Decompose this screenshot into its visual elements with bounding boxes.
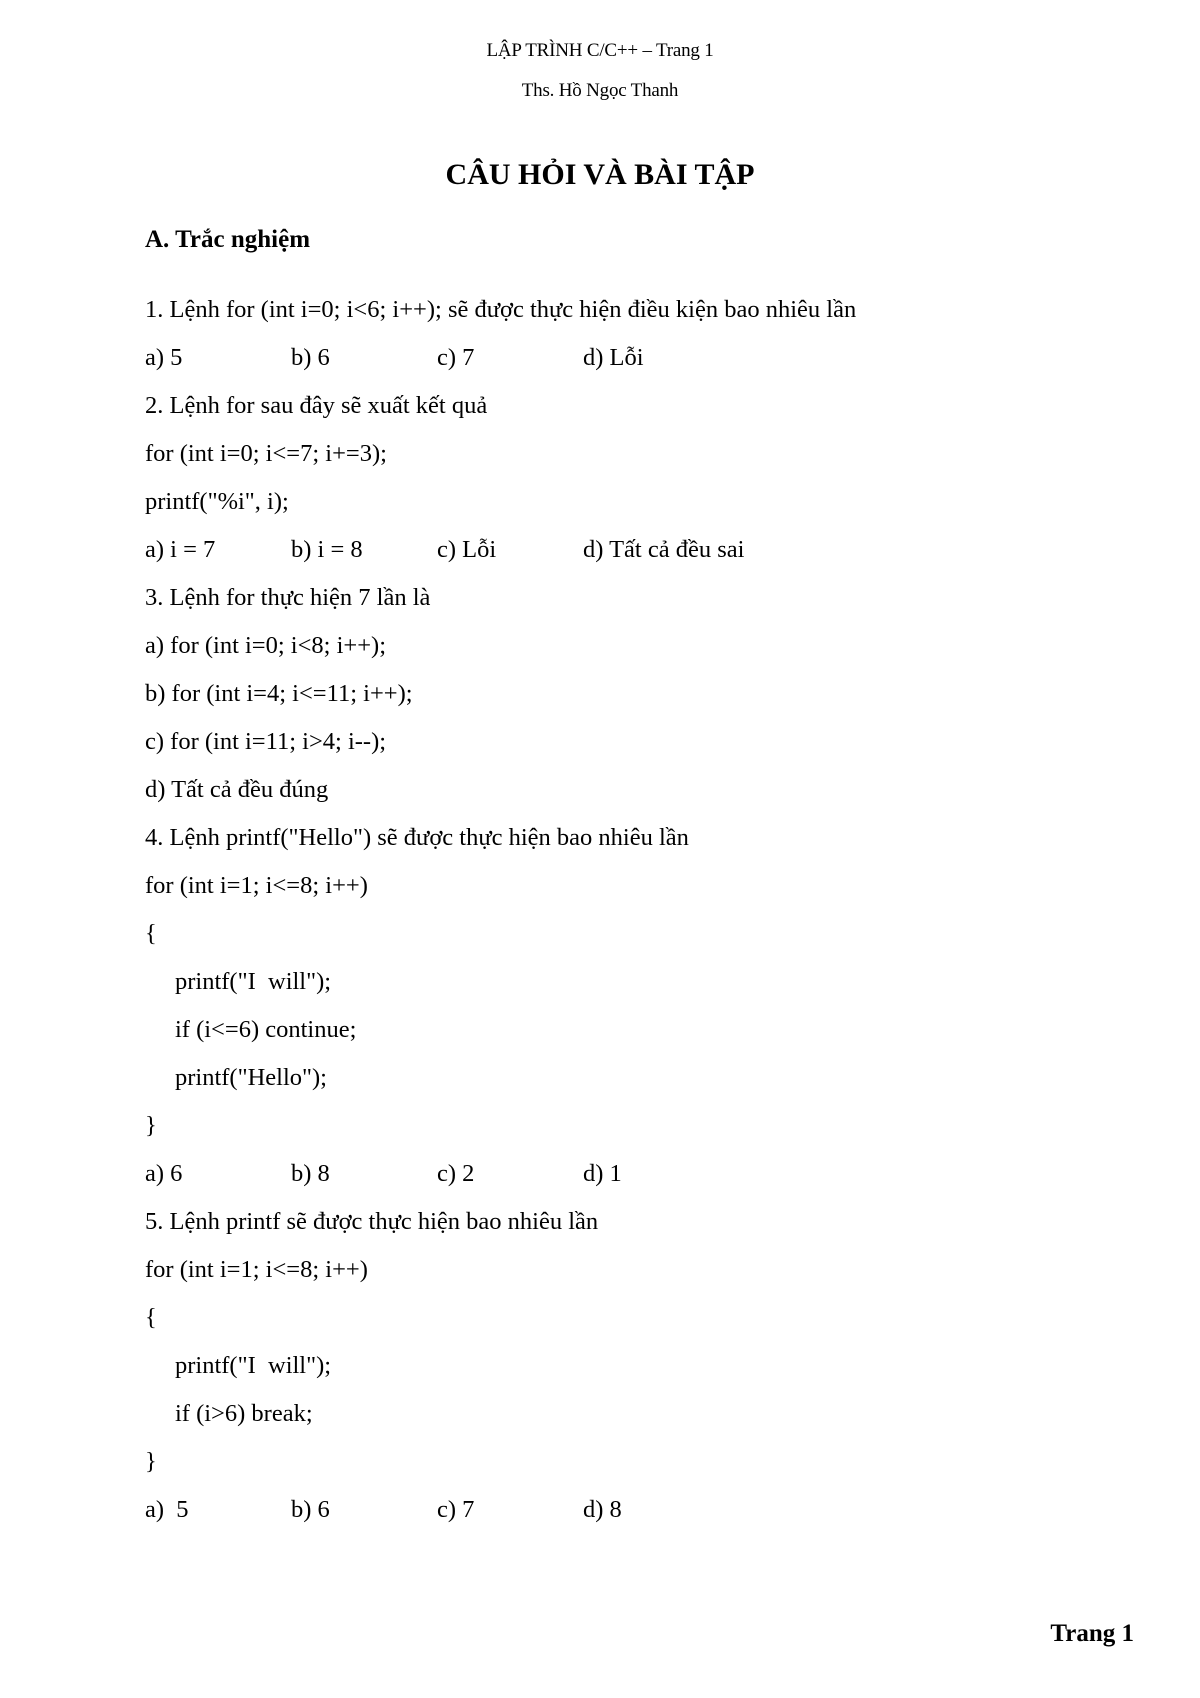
option-b: b) 6 <box>291 344 330 371</box>
code-line: for (int i=1; i<=8; i++) <box>145 872 368 899</box>
code-line: if (i<=6) continue; <box>175 1016 357 1043</box>
question-5-options <box>145 1486 1145 1534</box>
code-line: for (int i=0; i<=7; i+=3); <box>145 440 387 467</box>
question-3: 3. Lệnh for thực hiện 7 lần là <box>145 584 431 611</box>
code-line: if (i>6) break; <box>175 1400 313 1427</box>
code-line: { <box>145 1304 157 1331</box>
question-2-options <box>145 526 1145 574</box>
code-line: printf("%i", i); <box>145 488 289 515</box>
option-c: c) 7 <box>437 1496 475 1523</box>
question-2: 2. Lệnh for sau đây sẽ xuất kết quả <box>145 392 488 419</box>
page-header-title: LẬP TRÌNH C/C++ – Trang 1 <box>486 40 714 61</box>
option-d: d) Tất cả đều đúng <box>145 776 329 803</box>
code-line: { <box>145 920 157 947</box>
option-c: c) 2 <box>437 1160 475 1187</box>
question-4: 4. Lệnh printf("Hello") sẽ được thực hiện bao nhiêu lần <box>145 824 689 851</box>
option-a: a) for (int i=0; i<8; i++); <box>145 632 387 659</box>
question-4-options <box>145 1150 1145 1198</box>
option-a: a) 5 <box>145 344 183 371</box>
option-b: b) 6 <box>291 1496 330 1523</box>
option-a: a) 6 <box>145 1160 183 1187</box>
question-list <box>145 286 1145 1534</box>
code-line: } <box>145 1448 157 1475</box>
page-number: Trang 1 <box>1050 1620 1134 1647</box>
option-b: b) 8 <box>291 1160 330 1187</box>
option-d: d) 8 <box>583 1496 622 1523</box>
option-d: d) Lỗi <box>583 344 644 371</box>
option-d: d) Tất cả đều sai <box>583 536 745 563</box>
option-d: d) 1 <box>583 1160 622 1187</box>
option-c: c) Lỗi <box>437 536 497 563</box>
page-header-author: Ths. Hồ Ngọc Thanh <box>521 80 679 101</box>
question-1: 1. Lệnh for (int i=0; i<6; i++); sẽ được thực hiện điều kiện bao nhiêu lần <box>145 296 857 323</box>
document-title: CÂU HỎI VÀ BÀI TẬP <box>445 158 755 191</box>
code-line: for (int i=1; i<=8; i++) <box>145 1256 368 1283</box>
option-c: c) for (int i=11; i>4; i--); <box>145 728 387 755</box>
option-a: a) i = 7 <box>145 536 216 563</box>
option-c: c) 7 <box>437 344 475 371</box>
code-line: printf("I will"); <box>175 1352 332 1379</box>
question-5: 5. Lệnh printf sẽ được thực hiện bao nhiêu lần <box>145 1208 599 1235</box>
code-line: } <box>145 1112 157 1139</box>
section-heading: A. Trắc nghiệm <box>145 226 311 253</box>
option-b: b) i = 8 <box>291 536 363 563</box>
question-1-options <box>145 334 1145 382</box>
code-line: printf("I will"); <box>175 968 332 995</box>
code-line: printf("Hello"); <box>175 1064 327 1091</box>
option-b: b) for (int i=4; i<=11; i++); <box>145 680 413 707</box>
option-a: a) 5 <box>145 1496 189 1523</box>
